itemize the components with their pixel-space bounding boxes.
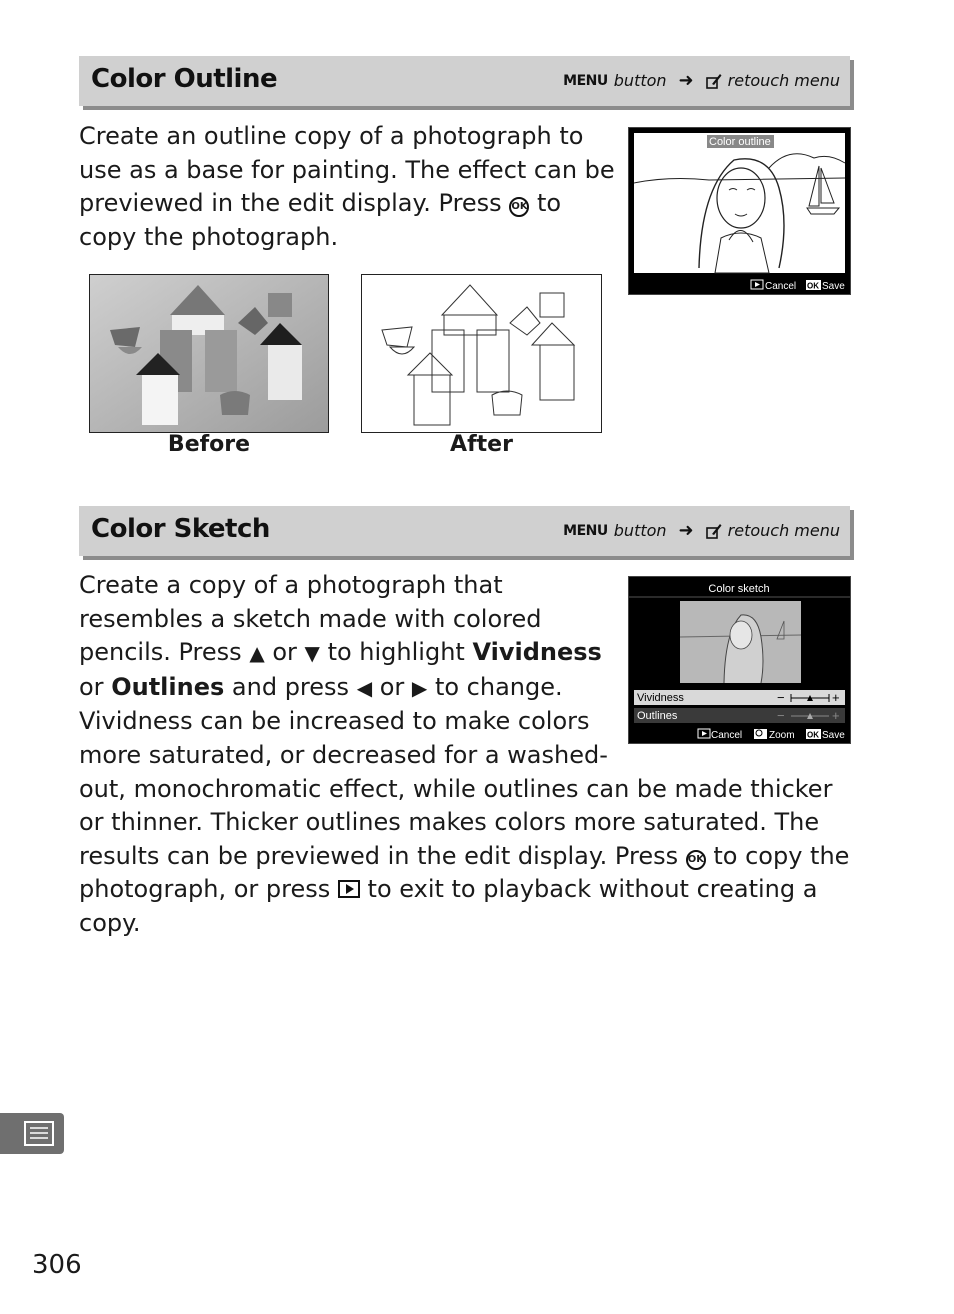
text-part: or xyxy=(79,672,104,701)
outline-preview-image xyxy=(629,128,850,294)
arrow-icon: ➜ xyxy=(678,70,694,91)
retouch-menu-icon xyxy=(706,73,722,89)
text-part: to change. Vividness can be increased to make colors more saturated, or decreased for a washed-out, monochromatic effect, while outlines can be made thicker or thinner. Thicker outlines makes colors more saturated. The results can be previewed in the edit display. Press xyxy=(79,672,833,870)
screen-zoom-label: Zoom xyxy=(769,730,795,741)
outlines-minus-icon: − xyxy=(777,708,785,723)
color-outline-screen xyxy=(628,127,851,295)
description-text-end: to copy the photograph. xyxy=(79,189,562,251)
after-caption: After xyxy=(450,432,513,457)
text-part: and press xyxy=(231,672,350,701)
left-arrow-icon: ◀ xyxy=(356,675,373,700)
vividness-plus-icon: + xyxy=(832,690,840,705)
retouch-menu-label: retouch menu xyxy=(727,521,840,540)
screen-cancel-label: Cancel xyxy=(711,730,743,741)
outlines-plus-icon: + xyxy=(832,708,840,723)
down-arrow-icon: ▼ xyxy=(304,641,320,666)
screen-save-label: Save xyxy=(822,281,845,292)
menu-guide-tab xyxy=(0,1113,64,1154)
before-photo xyxy=(89,274,329,433)
outlines-row-label: Outlines xyxy=(637,710,678,722)
menu-path xyxy=(563,70,840,91)
color-outline-description xyxy=(79,120,619,254)
vividness-row-label: Vividness xyxy=(637,692,684,704)
screen-ok-icon: OK xyxy=(807,730,819,740)
retouch-menu-label: retouch menu xyxy=(727,71,840,90)
description-text: Create an outline copy of a photograph to use as a base for painting. The effect can be previewed in the edit display. Press xyxy=(79,122,615,218)
menu-path xyxy=(563,520,840,541)
menu-button-label: MENU xyxy=(563,522,608,539)
section-title: Color Outline xyxy=(91,64,278,94)
section-header-color-outline xyxy=(79,56,850,106)
text-part: Create a copy of a photograph that resembles a sketch made with colored pencils. Press xyxy=(79,571,542,667)
menu-button-label: MENU xyxy=(563,72,608,89)
outlines-term: Outlines xyxy=(111,672,225,701)
color-sketch-description xyxy=(79,569,859,941)
ok-button-icon: OK xyxy=(509,197,529,217)
vividness-minus-icon: − xyxy=(777,690,785,705)
screen-ok-icon: OK xyxy=(807,281,819,291)
page-number: 306 xyxy=(32,1250,82,1280)
up-arrow-icon: ▲ xyxy=(249,641,265,666)
section-title: Color Sketch xyxy=(91,514,270,544)
text-part: to copy the photograph, or press xyxy=(79,841,850,904)
screen-title: Color sketch xyxy=(708,583,770,595)
after-photo xyxy=(361,274,602,433)
button-word: button xyxy=(613,521,667,540)
text-part: to exit to playback without creating a copy. xyxy=(79,875,818,937)
section-header-color-sketch xyxy=(79,506,850,556)
arrow-icon: ➜ xyxy=(678,520,694,541)
text-part: or xyxy=(379,672,405,701)
menu-list-icon xyxy=(0,1113,64,1154)
before-caption: Before xyxy=(167,432,251,457)
retouch-menu-icon xyxy=(706,523,722,539)
screen-title: Color outline xyxy=(709,136,771,148)
vividness-term: Vividness xyxy=(472,638,602,667)
right-arrow-icon: ▶ xyxy=(411,675,428,700)
screen-cancel-label: Cancel xyxy=(765,281,797,292)
text-part: or xyxy=(272,638,297,667)
screen-save-label: Save xyxy=(822,730,845,741)
ok-button-icon: OK xyxy=(686,850,706,870)
button-word: button xyxy=(613,71,667,90)
playback-button-icon xyxy=(338,880,360,898)
text-part: to highlight xyxy=(327,638,465,667)
